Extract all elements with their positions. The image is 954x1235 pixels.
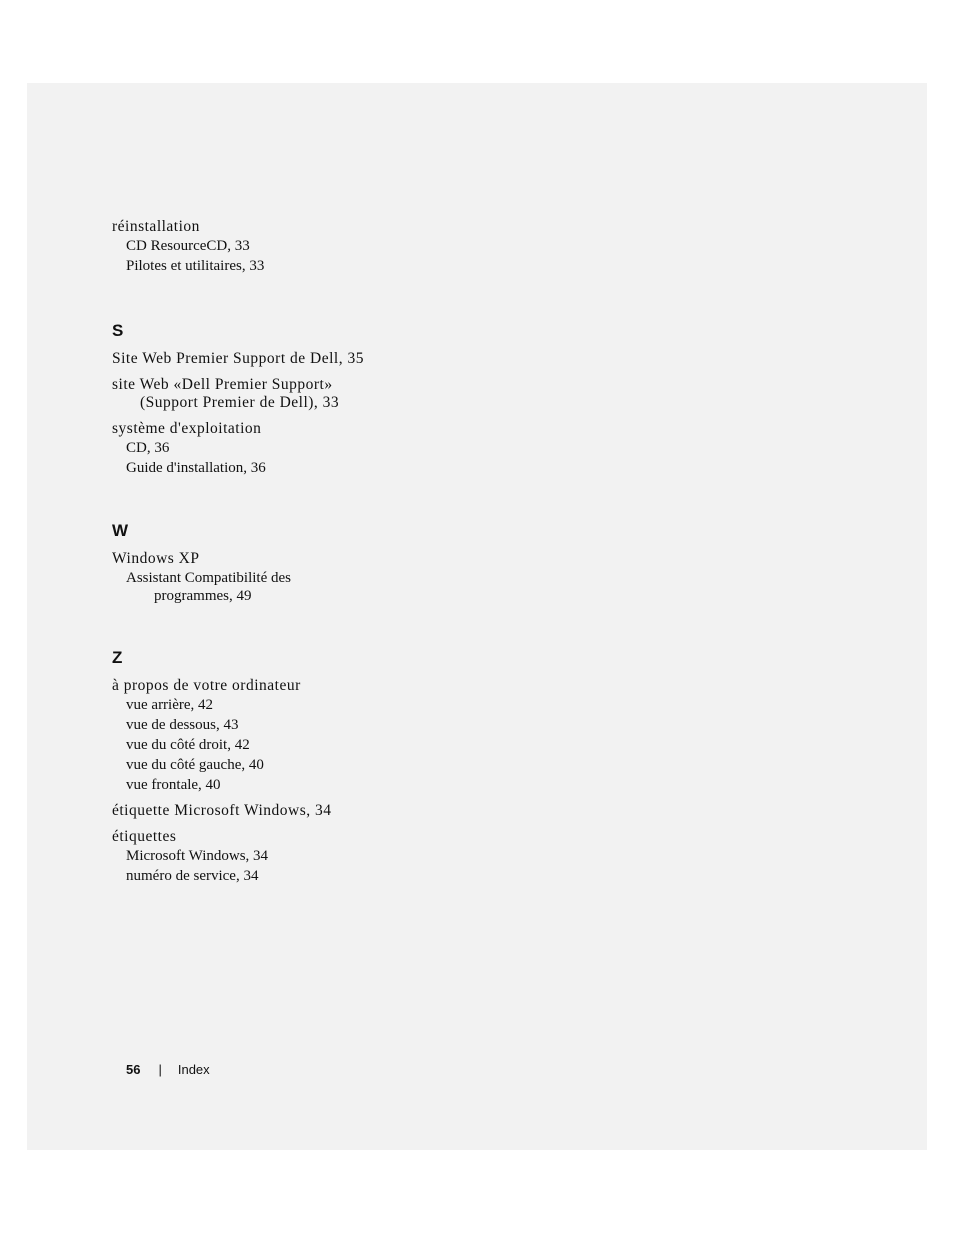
index-subentry: Guide d'installation, 36 — [126, 460, 266, 476]
footer-label: Index — [177, 1062, 210, 1077]
index-subentry: vue de dessous, 43 — [126, 717, 239, 733]
index-section-s — [112, 321, 372, 477]
index-subentry: vue frontale, 40 — [126, 777, 221, 793]
section-letter: S — [112, 321, 124, 340]
index-entry: Windows XP — [112, 550, 200, 567]
index-subentry: CD ResourceCD, 33 — [126, 238, 250, 254]
index-subentry: vue du côté gauche, 40 — [126, 757, 264, 773]
index-entry: à propos de votre ordinateur — [112, 677, 301, 694]
index-entry: étiquette Microsoft Windows, 34 — [112, 802, 332, 819]
index-entry: système d'exploitation — [112, 420, 262, 437]
index-entry: étiquettes — [112, 828, 177, 845]
index-entry: réinstallation — [112, 218, 200, 235]
index-subentry: Assistant Compatibilité des programmes, 49 — [126, 570, 291, 604]
index-subentry: vue du côté droit, 42 — [126, 737, 250, 753]
index-subentry: CD, 36 — [126, 440, 170, 456]
index-entry: Site Web Premier Support de Dell, 35 — [112, 350, 364, 367]
page-number: 56 — [126, 1062, 141, 1077]
index-section-w — [112, 521, 372, 605]
index-entry: site Web «Dell Premier Support» (Support Premier de Dell), 33 — [112, 376, 340, 411]
section-letter: Z — [112, 648, 123, 667]
index-column — [112, 218, 372, 893]
index-subentry: Microsoft Windows, 34 — [126, 848, 269, 864]
page-footer — [126, 1062, 210, 1077]
index-section-z — [112, 648, 372, 885]
index-section-r — [112, 218, 372, 275]
index-subentry: numéro de service, 34 — [126, 868, 259, 884]
index-subentry: Pilotes et utilitaires, 33 — [126, 258, 265, 274]
index-subentry: vue arrière, 42 — [126, 697, 214, 713]
section-letter: W — [112, 521, 129, 540]
footer-separator: | — [158, 1062, 162, 1077]
